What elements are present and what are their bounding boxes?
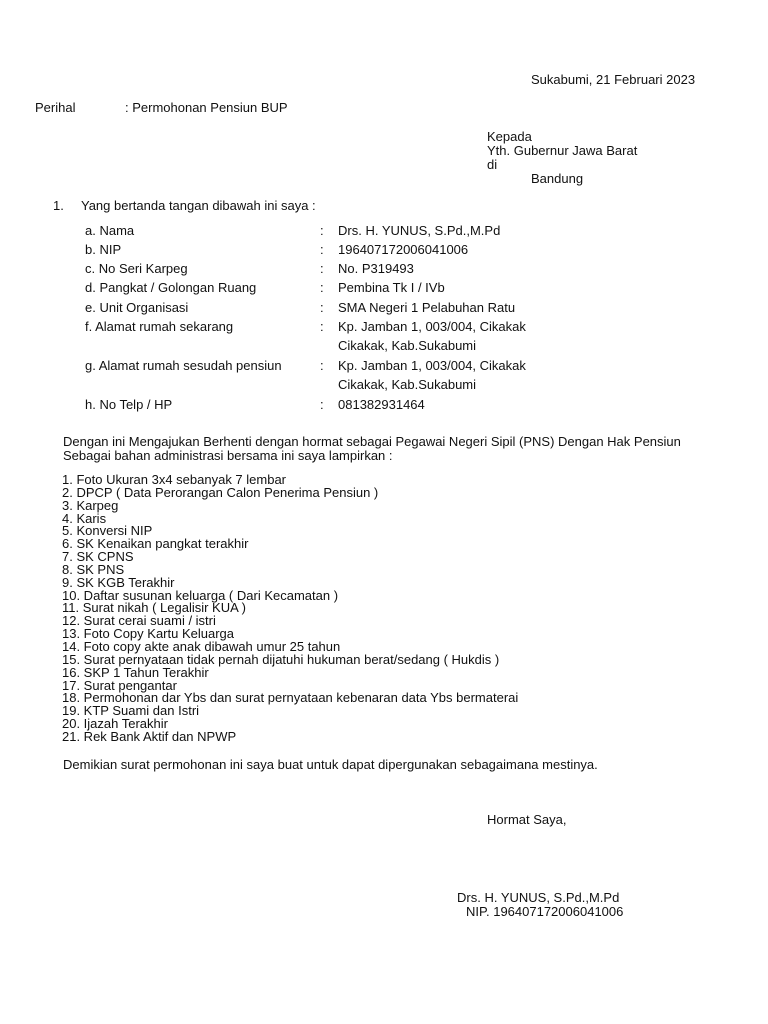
- signatory-nip: NIP. 196407172006041006: [466, 904, 624, 919]
- identity-colon: :: [320, 397, 324, 412]
- closing-sentence: Demikian surat permohonan ini saya buat untuk dapat dipergunakan sebagaimana mestinya.: [63, 757, 598, 772]
- identity-label: d. Pangkat / Golongan Ruang: [85, 280, 257, 295]
- identity-row-rank: [0, 280, 768, 299]
- identity-row-nip: [0, 242, 768, 261]
- subject-value: : Permohonan Pensiun BUP: [125, 100, 288, 115]
- identity-colon: :: [320, 358, 324, 373]
- identity-colon: :: [320, 261, 324, 276]
- attachment-item: 11. Surat nikah ( Legalisir KUA ): [62, 600, 247, 616]
- identity-colon: :: [320, 300, 324, 315]
- identity-label: f. Alamat rumah sekarang: [85, 319, 234, 334]
- attachment-item: 8. SK PNS: [62, 561, 125, 577]
- identity-value: No. P319493: [338, 261, 414, 276]
- attachment-item: 15. Surat pernyataan tidak pernah dijatuhi hukuman berat/sedang ( Hukdis ): [62, 651, 500, 667]
- identity-value: 196407172006041006: [338, 242, 469, 257]
- identity-row-unit: [0, 300, 768, 319]
- identity-row-future-address: [0, 358, 768, 392]
- identity-row-karpeg: [0, 261, 768, 280]
- attachment-item: 4. Karis: [62, 510, 107, 526]
- subject-label: Perihal: [35, 100, 76, 115]
- identity-row-name: [0, 223, 768, 242]
- signatory-name: Drs. H. YUNUS, S.Pd.,M.Pd: [457, 890, 620, 905]
- attachment-item: 12. Surat cerai suami / istri: [62, 613, 216, 629]
- attachment-item: 20. Ijazah Terakhir: [62, 716, 168, 732]
- attachment-item: 21. Rek Bank Aktif dan NPWP: [62, 728, 237, 744]
- identity-label: h. No Telp / HP: [85, 397, 173, 412]
- identity-colon: :: [320, 319, 324, 334]
- identity-label: g. Alamat rumah sesudah pensiun: [85, 358, 282, 373]
- recipient-to: Kepada: [487, 129, 532, 144]
- identity-row-phone: [0, 397, 768, 416]
- identity-value: 081382931464: [338, 397, 425, 412]
- attachment-item: 9. SK KGB Terakhir: [62, 574, 175, 590]
- identity-value: Pembina Tk I / IVb: [338, 280, 445, 295]
- identity-label: a. Nama: [85, 223, 135, 238]
- identity-value-line2: Cikakak, Kab.Sukabumi: [338, 338, 477, 353]
- attachment-item: 18. Permohonan dar Ybs dan surat pernyataan kebenaran data Ybs bermaterai: [62, 690, 519, 706]
- attachment-item: 13. Foto Copy Kartu Keluarga: [62, 626, 234, 642]
- attachment-item: 10. Daftar susunan keluarga ( Dari Kecamatan ): [62, 587, 339, 603]
- signature-greeting: Hormat Saya,: [487, 812, 567, 827]
- attachment-item: 3. Karpeg: [62, 497, 119, 513]
- request-paragraph-line: Dengan ini Mengajukan Berhenti dengan hormat sebagai Pegawai Negeri Sipil (PNS) Dengan Hak Pensiun: [63, 434, 681, 449]
- identity-row-current-address: [0, 319, 768, 353]
- attachment-item: 19. KTP Suami dan Istri: [62, 703, 200, 719]
- recipient-di: di: [487, 157, 498, 172]
- identity-value: Kp. Jamban 1, 003/004, Cikakak: [338, 358, 526, 373]
- recipient-name: Yth. Gubernur Jawa Barat: [487, 143, 638, 158]
- identity-colon: :: [320, 223, 324, 238]
- attachment-item: 16. SKP 1 Tahun Terakhir: [62, 664, 209, 680]
- identity-value: SMA Negeri 1 Pelabuhan Ratu: [338, 300, 516, 315]
- attachment-item: 5. Konversi NIP: [62, 523, 153, 539]
- section-number: 1.: [53, 198, 64, 213]
- request-paragraph-line: Sebagai bahan administrasi bersama ini saya lampirkan :: [63, 448, 393, 463]
- attachment-item: 2. DPCP ( Data Perorangan Calon Penerima Pensiun ): [62, 484, 379, 500]
- identity-label: e. Unit Organisasi: [85, 300, 189, 315]
- place-date: Sukabumi, 21 Februari 2023: [531, 72, 696, 87]
- identity-label: b. NIP: [85, 242, 122, 257]
- attachment-item: 7. SK CPNS: [62, 549, 134, 565]
- identity-value: Kp. Jamban 1, 003/004, Cikakak: [338, 319, 526, 334]
- section-intro: Yang bertanda tangan dibawah ini saya :: [81, 198, 316, 213]
- recipient-city: Bandung: [531, 171, 584, 186]
- request-paragraph: [63, 435, 681, 463]
- identity-value-line2: Cikakak, Kab.Sukabumi: [338, 377, 477, 392]
- attachment-item: 6. SK Kenaikan pangkat terakhir: [62, 536, 249, 552]
- identity-value: Drs. H. YUNUS, S.Pd.,M.Pd: [338, 223, 501, 238]
- identity-label: c. No Seri Karpeg: [85, 261, 188, 276]
- identity-colon: :: [320, 280, 324, 295]
- identity-colon: :: [320, 242, 324, 257]
- attachment-list: [62, 474, 518, 744]
- attachment-item: 1. Foto Ukuran 3x4 sebanyak 7 lembar: [62, 472, 287, 487]
- attachment-item: 14. Foto copy akte anak dibawah umur 25 tahun: [62, 638, 341, 654]
- attachment-item: 17. Surat pengantar: [62, 677, 177, 693]
